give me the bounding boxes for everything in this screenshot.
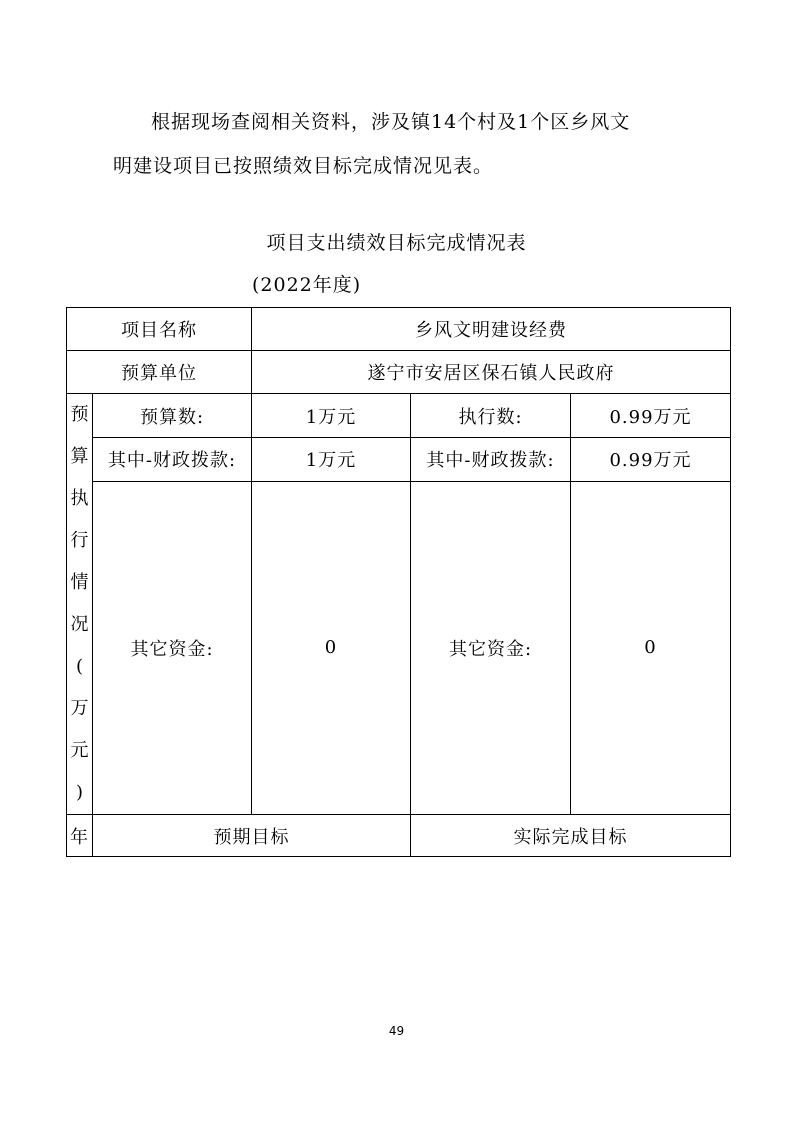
exec-label: 执行数: (411, 394, 571, 438)
project-name-label: 项目名称 (67, 308, 252, 351)
page-number: 49 (388, 1024, 405, 1038)
table-row (67, 308, 731, 351)
exec-value: 0.99万元 (571, 394, 731, 438)
intro-line-1: 根据现场查阅相关资料，涉及镇14个村及1个区乡风文 (151, 111, 631, 133)
table-title: 项目支出绩效目标完成情况表 (266, 232, 527, 254)
budget-unit-label: 预算单位 (67, 351, 252, 394)
fiscal-exec-label: 其中-财政拨款: (411, 438, 571, 481)
other-budget-label: 其它资金: (93, 481, 252, 814)
other-exec-value: 0 (571, 481, 731, 814)
expected-goal-label: 预期目标 (93, 815, 411, 857)
performance-table (66, 307, 731, 857)
table-row (67, 815, 731, 857)
year-label: 年 (67, 815, 93, 857)
side-label-budget-execution: 预 算 执 行 情 况 ( 万 元 ) (67, 394, 93, 815)
budget-label: 预算数: (93, 394, 252, 438)
table-row (67, 438, 731, 481)
fiscal-budget-label: 其中-财政拨款: (93, 438, 252, 481)
table-row (67, 394, 731, 438)
intro-paragraph (113, 100, 713, 188)
table-row (67, 351, 731, 394)
table-year: (2022年度) (252, 274, 362, 296)
fiscal-budget-value: 1万元 (252, 438, 411, 481)
budget-value: 1万元 (252, 394, 411, 438)
table-row (67, 481, 731, 814)
budget-unit-value: 遂宁市安居区保石镇人民政府 (252, 351, 731, 394)
fiscal-exec-value: 0.99万元 (571, 438, 731, 481)
other-exec-label: 其它资金: (411, 481, 571, 814)
project-name-value: 乡风文明建设经费 (252, 308, 731, 351)
other-budget-value: 0 (252, 481, 411, 814)
intro-line-2: 明建设项目已按照绩效目标完成情况见表。 (113, 155, 494, 177)
actual-goal-label: 实际完成目标 (411, 815, 731, 857)
